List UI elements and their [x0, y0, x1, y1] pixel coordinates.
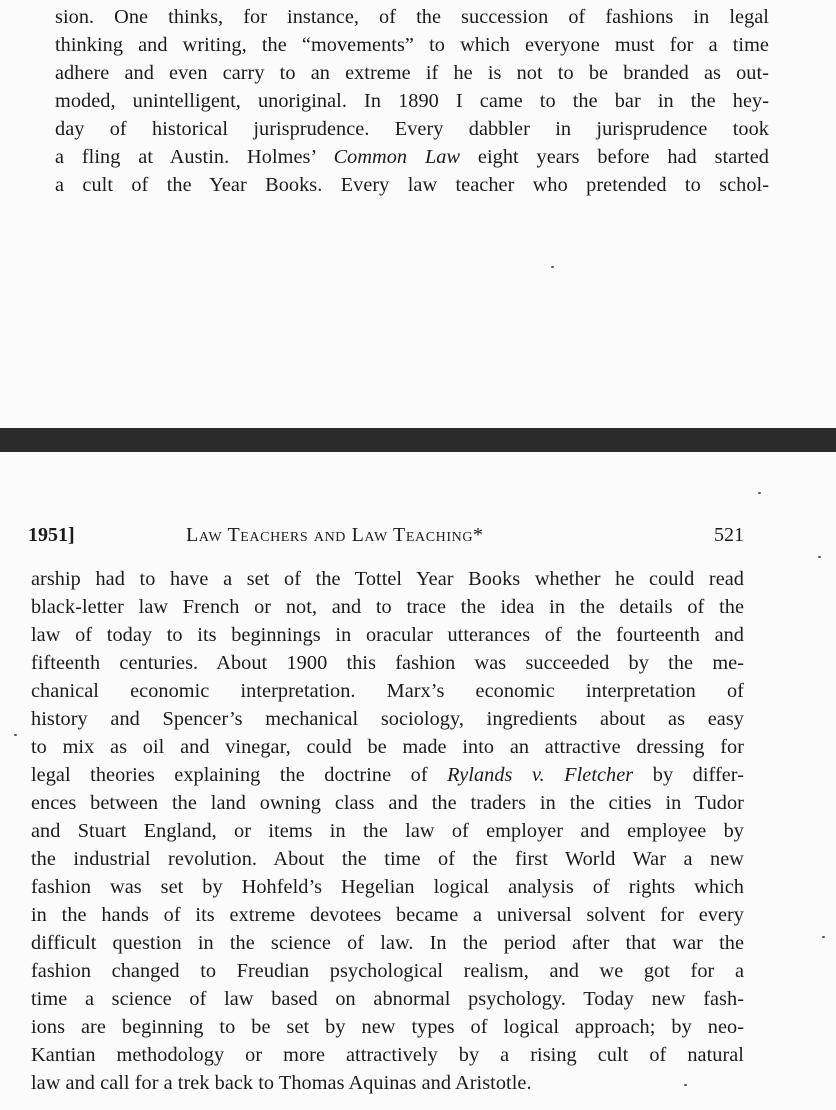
text-line: law of today to its beginnings in oracular utterances of the fourteenth and [31, 624, 744, 646]
text-line: ions are beginning to be set by new types of logical approach; by neo- [31, 1016, 744, 1038]
running-head-year: 1951] [28, 524, 75, 546]
page-number: 521 [714, 524, 744, 546]
text-segment: legal theories explaining the doctrine of [31, 764, 448, 786]
text-line: adhere and even carry to an extreme if he is not to be branded as out- [55, 62, 769, 84]
text-line: history and Spencer’s mechanical sociology, ingredients about as easy [31, 708, 744, 730]
text-line: to mix as oil and vinegar, could be made into an attractive dressing for [31, 736, 744, 758]
text-line: Kantian methodology or more attractively by a rising cult of natural [31, 1044, 744, 1066]
running-head-title: Law Teachers and Law Teaching* [186, 524, 484, 546]
text-line: chanical economic interpretation. Marx’s economic interpretation of [31, 680, 744, 702]
text-line: fashion changed to Freudian psychological realism, and we got for a [31, 960, 744, 982]
text-line: ences between the land owning class and the traders in the cities in Tudor [31, 792, 744, 814]
text-line: a cult of the Year Books. Every law teacher who pretended to schol- [55, 174, 769, 196]
top-page-text [55, 3, 769, 199]
scan-speck [758, 492, 761, 494]
italic-title: Common Law [333, 146, 461, 168]
text-line: thinking and writing, the “movements” to which everyone must for a time [55, 34, 769, 56]
bottom-page-text [31, 565, 744, 1097]
text-line: law and call for a trek back to Thomas Aquinas and Aristotle. [31, 1072, 532, 1094]
top-page [0, 0, 836, 428]
text-line: moded, unintelligent, unoriginal. In 1890 I came to the bar in the hey- [55, 90, 769, 112]
text-line [31, 761, 744, 789]
scan-speck [822, 936, 825, 938]
text-line: in the hands of its extreme devotees became a universal solvent for every [31, 904, 744, 926]
text-line: arship had to have a set of the Tottel Year Books whether he could read [31, 568, 744, 590]
text-segment: by differ- [633, 764, 745, 786]
text-line: black-letter law French or not, and to trace the idea in the details of the [31, 596, 744, 618]
italic-case-name: Rylands v. Fletcher [447, 764, 634, 786]
text-line: the industrial revolution. About the time of the first World War a new [31, 848, 744, 870]
text-line: day of historical jurisprudence. Every dabbler in jurisprudence took [55, 118, 769, 140]
scan-speck [551, 266, 554, 268]
text-line: fashion was set by Hohfeld’s Hegelian logical analysis of rights which [31, 876, 744, 898]
text-segment: eight years before had started [460, 146, 769, 168]
scan-speck [14, 734, 17, 736]
text-segment: a fling at Austin. Holmes’ [55, 146, 334, 168]
text-line: sion. One thinks, for instance, of the succession of fashions in legal [55, 6, 769, 28]
running-head [28, 520, 744, 550]
text-line: and Stuart England, or items in the law of employer and employee by [31, 820, 744, 842]
page-separator [0, 428, 836, 452]
text-line: fifteenth centuries. About 1900 this fashion was succeeded by the me- [31, 652, 744, 674]
scan-speck [818, 556, 821, 558]
text-line [55, 143, 769, 171]
text-line: difficult question in the science of law. In the period after that war the [31, 932, 744, 954]
text-line: time a science of law based on abnormal psychology. Today new fash- [31, 988, 744, 1010]
